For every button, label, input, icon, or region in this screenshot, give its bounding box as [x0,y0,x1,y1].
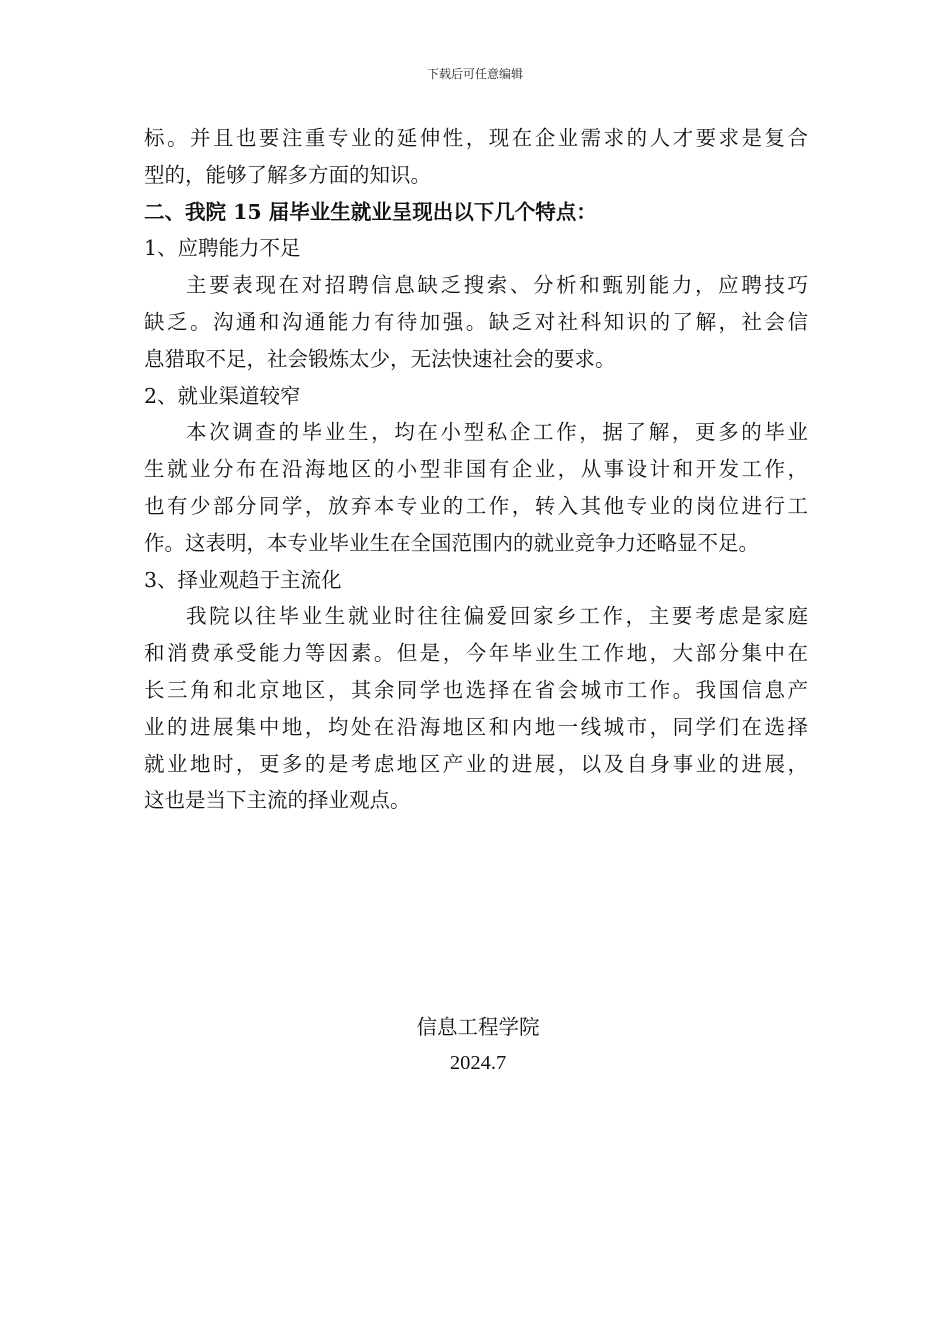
body-text [144,120,808,819]
paragraph-line: 和消费承受能力等因素。但是，今年毕业生工作地，大部分集中在 [144,641,808,666]
paragraph-line: 长三角和北京地区，其余同学也选择在省会城市工作。我国信息产 [144,677,808,702]
paragraph-line: 缺乏。沟通和沟通能力有待加强。缺乏对社科知识的了解，社会信 [144,309,808,334]
signature-date: 2024.7 [449,1052,507,1074]
paragraph-line: 这也是当下主流的择业观点。 [144,788,411,813]
paragraph-line: 就业地时，更多的是考虑地区产业的进展，以及自身事业的进展， [144,751,808,776]
paragraph-line: 生就业分布在沿海地区的小型非国有企业，从事设计和开发工作， [144,457,808,482]
paragraph-line: 作。这表明，本专业毕业生在全国范围内的就业竞争力还略显不足。 [144,530,759,555]
paragraph-line: 型的，能够了解多方面的知识。 [144,162,431,187]
section-heading: 二、我院 15 届毕业生就业呈现出以下几个特点： [144,199,597,224]
paragraph-line: 息猎取不足，社会锻炼太少，无法快速社会的要求。 [144,346,616,371]
signature-organization: 信息工程学院 [416,1015,540,1039]
paragraph-line: 业的进展集中地，均处在沿海地区和内地一线城市，同学们在选择 [144,714,808,739]
point-title-3: 3、择业观趋于主流化 [144,567,342,592]
paragraph-line: 也有少部分同学，放弃本专业的工作，转入其他专业的岗位进行工 [144,493,808,518]
paragraph-line: 标。并且也要注重专业的延伸性，现在企业需求的人才要求是复合 [144,126,808,150]
point-title-1: 1、应聘能力不足 [144,236,301,261]
paragraph-line: 本次调查的毕业生，均在小型私企工作，据了解，更多的毕业 [186,420,808,445]
paragraph-line: 主要表现在对招聘信息缺乏搜索、分析和甄别能力，应聘技巧 [186,273,808,298]
paragraph-line: 我院以往毕业生就业时往往偏爱回家乡工作，主要考虑是家庭 [186,604,808,629]
point-title-2: 2、就业渠道较窄 [144,383,301,408]
page-header: 下载后可任意编辑 [426,67,523,81]
